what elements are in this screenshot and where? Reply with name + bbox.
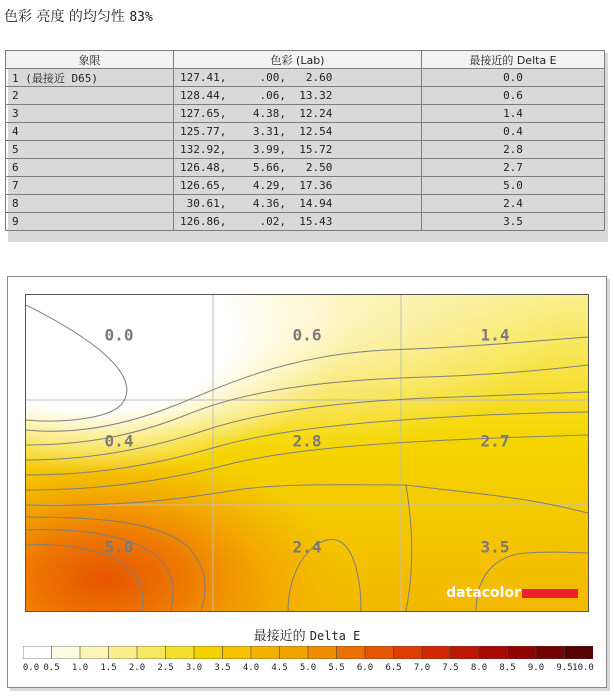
- legend-tick-label: 3.0: [185, 663, 203, 673]
- datacolor-logo: [446, 585, 578, 601]
- legend-tick-label: 8.5: [499, 663, 516, 673]
- legend-tick-label: 7.0: [413, 663, 431, 673]
- legend-tick-label: 0.5: [43, 663, 60, 673]
- legend-tick-label: 5.5: [328, 663, 345, 673]
- legend-title-text: 最接近的: [253, 629, 306, 644]
- legend-tick-labels: [23, 663, 593, 675]
- cell-delta-e: 3.5: [422, 213, 605, 231]
- legend-tick-label: 0.0: [22, 663, 40, 673]
- cell-quadrant: 1 (最接近 D65): [6, 69, 174, 87]
- cell-delta-e: 2.4: [422, 195, 605, 213]
- heatmap-cell-label: 0.4: [104, 431, 134, 451]
- legend-swatch: [137, 646, 166, 659]
- cell-delta-e: 5.0: [422, 177, 605, 195]
- cell-quadrant: 4: [6, 123, 174, 141]
- cell-lab: 125.77, 3.31, 12.54: [174, 123, 422, 141]
- legend-swatch: [308, 646, 337, 659]
- cell-quadrant: 3: [6, 105, 174, 123]
- quadrant-table: [5, 50, 605, 231]
- heatmap-cell-label: 3.5: [480, 537, 510, 557]
- legend-swatch: [223, 646, 252, 659]
- table-row: [6, 123, 605, 141]
- table-header-row: [6, 51, 605, 69]
- cell-lab: 132.92, 3.99, 15.72: [174, 141, 422, 159]
- cell-delta-e: 0.4: [422, 123, 605, 141]
- cell-delta-e: 2.8: [422, 141, 605, 159]
- page-title: [4, 6, 153, 26]
- legend-tick-label: 1.0: [71, 663, 89, 673]
- legend-swatch: [422, 646, 451, 659]
- legend-tick-label: 2.5: [157, 663, 174, 673]
- cell-quadrant: 2: [6, 87, 174, 105]
- legend-swatch: [394, 646, 423, 659]
- legend-swatch: [251, 646, 280, 659]
- legend-tick-label: 4.0: [242, 663, 260, 673]
- legend-title-latin: Delta E: [309, 629, 361, 643]
- cell-quadrant: 5: [6, 141, 174, 159]
- cell-quadrant: 9: [6, 213, 174, 231]
- legend-swatch: [565, 646, 594, 659]
- legend-swatch: [479, 646, 508, 659]
- heatmap-cell-label: 0.6: [292, 325, 322, 345]
- legend-color-scale: [23, 646, 593, 659]
- cell-lab: 126.86, .02, 15.43: [174, 213, 422, 231]
- legend-tick-label: 2.0: [128, 663, 146, 673]
- table-row: [6, 195, 605, 213]
- uniformity-value: 83%: [129, 10, 153, 25]
- table-row: [6, 87, 605, 105]
- table-row: [6, 105, 605, 123]
- cell-delta-e: 2.7: [422, 159, 605, 177]
- cell-quadrant: 7: [6, 177, 174, 195]
- legend-swatch: [80, 646, 109, 659]
- legend-tick-label: 10.0: [572, 663, 594, 673]
- legend-swatch: [109, 646, 138, 659]
- cell-quadrant: 6: [6, 159, 174, 177]
- heatmap-cell-label: 2.7: [480, 431, 510, 451]
- table-row: [6, 69, 605, 87]
- legend-swatch: [451, 646, 480, 659]
- header-delta-e: 最接近的 Delta E: [422, 51, 605, 69]
- legend-tick-label: 5.0: [299, 663, 317, 673]
- legend-tick-label: 9.0: [527, 663, 545, 673]
- header-quadrant: 象限: [6, 51, 174, 69]
- uniformity-panel: [7, 276, 607, 688]
- legend-title: [8, 625, 606, 644]
- legend-swatch: [280, 646, 309, 659]
- cell-delta-e: 0.0: [422, 69, 605, 87]
- legend-tick-label: 9.5: [556, 663, 573, 673]
- heatmap-cell-label: 2.4: [292, 537, 322, 557]
- table-row: [6, 141, 605, 159]
- legend-tick-label: 1.5: [100, 663, 117, 673]
- datacolor-logo-text: datacolor: [446, 585, 521, 601]
- cell-lab: 126.65, 4.29, 17.36: [174, 177, 422, 195]
- legend-swatch: [337, 646, 366, 659]
- heatmap-cell-label: 2.8: [292, 431, 322, 451]
- legend-tick-label: 7.5: [442, 663, 459, 673]
- cell-quadrant: 8: [6, 195, 174, 213]
- heatmap-cell-label: 0.0: [104, 325, 134, 345]
- table-row: [6, 159, 605, 177]
- legend-swatch: [52, 646, 81, 659]
- cell-lab: 127.41, .00, 2.60: [174, 69, 422, 87]
- legend-swatch: [23, 646, 52, 659]
- heatmap-cell-label: 5.0: [104, 537, 134, 557]
- legend-swatch: [166, 646, 195, 659]
- cell-lab: 126.48, 5.66, 2.50: [174, 159, 422, 177]
- cell-lab: 128.44, .06, 13.32: [174, 87, 422, 105]
- cell-lab: 30.61, 4.36, 14.94: [174, 195, 422, 213]
- legend-swatch: [508, 646, 537, 659]
- table-row: [6, 213, 605, 231]
- header-lab: 色彩 (Lab): [174, 51, 422, 69]
- legend-swatches: [23, 646, 593, 659]
- legend-tick-label: 6.0: [356, 663, 374, 673]
- cell-delta-e: 1.4: [422, 105, 605, 123]
- cell-delta-e: 0.6: [422, 87, 605, 105]
- table-row: [6, 177, 605, 195]
- legend-tick-label: 3.5: [214, 663, 231, 673]
- heatmap-cell-label: 1.4: [480, 325, 510, 345]
- cell-lab: 127.65, 4.38, 12.24: [174, 105, 422, 123]
- legend-tick-label: 6.5: [385, 663, 402, 673]
- page-title-text: 色彩 亮度 的均匀性: [4, 9, 125, 25]
- uniformity-heatmap: [25, 294, 589, 612]
- legend-swatch: [536, 646, 565, 659]
- legend-tick-label: 8.0: [470, 663, 488, 673]
- datacolor-logo-bar: [522, 589, 578, 598]
- legend-tick-label: 4.5: [271, 663, 288, 673]
- legend-swatch: [194, 646, 223, 659]
- legend-swatch: [365, 646, 394, 659]
